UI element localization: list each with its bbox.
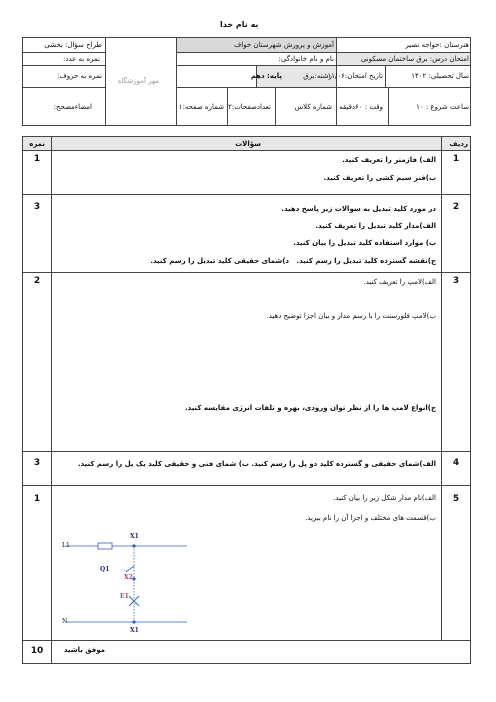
label-l1: L1 — [62, 542, 70, 549]
start-time: ساعت شروع : ۱۰ — [416, 103, 469, 111]
terminal-x1-bottom — [132, 620, 135, 623]
exam-date: تاریخ امتحان:۱۱/۰۶ — [327, 72, 383, 80]
question-line: الف)شمای حقیقی و گسترده کلید دو پل را رسم کنید. ب) شمای فنی و حقیقی کلید یک پل را رسم کنید. — [77, 460, 436, 468]
question-line: ب)لامپ فلورسنت را با رسم مدار و بیان اجزا توضیح دهید. — [266, 312, 436, 320]
question-score: 1 — [33, 494, 41, 504]
question-number: 2 — [452, 202, 460, 212]
col-row-header: ردیف — [449, 140, 468, 148]
question-line: الف)نام مدار شکل زیر را بیان کنید. — [333, 494, 436, 502]
switch-symbol — [126, 566, 134, 572]
question-line: ب)قسمت های مختلف و اجزا آن را نام ببرید. — [305, 514, 436, 522]
department: آموزش و پرورش شهرستان خواف — [234, 41, 334, 49]
class-number: شماره کلاس — [294, 103, 332, 111]
question-line: ب) موارد استفاده کلید تبدیل را بیان کنید. — [293, 239, 436, 247]
question-score: 1 — [33, 154, 41, 164]
pages-count: تعدادصفحات:۲ — [228, 103, 271, 111]
terminal-x2 — [132, 577, 135, 580]
question-number: 3 — [452, 276, 460, 286]
score-letters-label: نمره به حروف: — [57, 72, 102, 80]
col-questions-header: سؤالات — [235, 140, 261, 148]
label-q1: Q1 — [100, 566, 110, 573]
label-x1-top: X1 — [130, 533, 139, 540]
score-number-label: نمره به عدد: — [62, 55, 100, 63]
question-line: الف)لامپ را تعریف کنید. — [363, 278, 436, 286]
duration: وقت : ۶۰دقیقه — [339, 103, 383, 111]
question-line: الف)مدار کلید تبدیل را تعریف کنید. — [315, 222, 436, 230]
question-number: 1 — [452, 154, 460, 164]
question-line: د)شمای حقیقی کلید تبدیل را رسم کنید. — [150, 257, 289, 265]
footer-text: موفق باشید — [63, 646, 105, 654]
question-line: الف) فازمتر را تعریف کنید. — [342, 156, 436, 164]
designer: طراح سؤال: بخشی — [44, 41, 102, 49]
question-score: 3 — [33, 202, 41, 212]
page-number: شماره صفحه:۱ — [178, 103, 224, 111]
label-n: N — [62, 618, 68, 625]
fuse-symbol — [98, 543, 112, 549]
school-name: هنرستان :خواجه نصیر — [405, 41, 469, 49]
field: رشته:برق — [303, 72, 332, 80]
total-score: 10 — [30, 646, 44, 656]
terminal-x1-top — [132, 544, 135, 547]
subject: امتحان درس: برق ساختمان مسکونی — [360, 55, 469, 63]
question-line: در مورد کلید تبدیل به سوالات زیر پاسخ دهید. — [281, 205, 436, 213]
question-line: ج)انواع لامپ ها را از نظر توان ورودی، بهره و تلفات انرژی مقایسه کنید. — [185, 404, 436, 412]
page-title: به نام خدا — [220, 20, 259, 29]
label-e1: E1 — [120, 593, 129, 600]
school-stamp: مهر آموزشگاه — [117, 77, 159, 85]
col-score-header: نمره — [29, 140, 45, 148]
school-year: سال تحصیلی: ۱۴۰۲ — [411, 72, 469, 80]
student-name-label: نام و نام خانوادگی: — [278, 55, 334, 63]
question-line: ب)فنر سیم کشی را تعریف کنید. — [323, 174, 436, 182]
question-score: 3 — [33, 458, 41, 468]
question-score: 2 — [33, 276, 41, 286]
question-line: ج)نقشه گسترده کلید تبدیل را رسم کنید. — [296, 257, 436, 265]
question-number: 5 — [452, 494, 460, 504]
label-x2: X2 — [124, 574, 133, 581]
label-x1-bottom: X1 — [130, 627, 139, 634]
grader-signature: امضاءمصحح: — [53, 103, 92, 111]
circuit-diagram — [52, 528, 192, 638]
grade: پایه: دهم — [250, 72, 282, 80]
question-number: 4 — [452, 458, 460, 468]
